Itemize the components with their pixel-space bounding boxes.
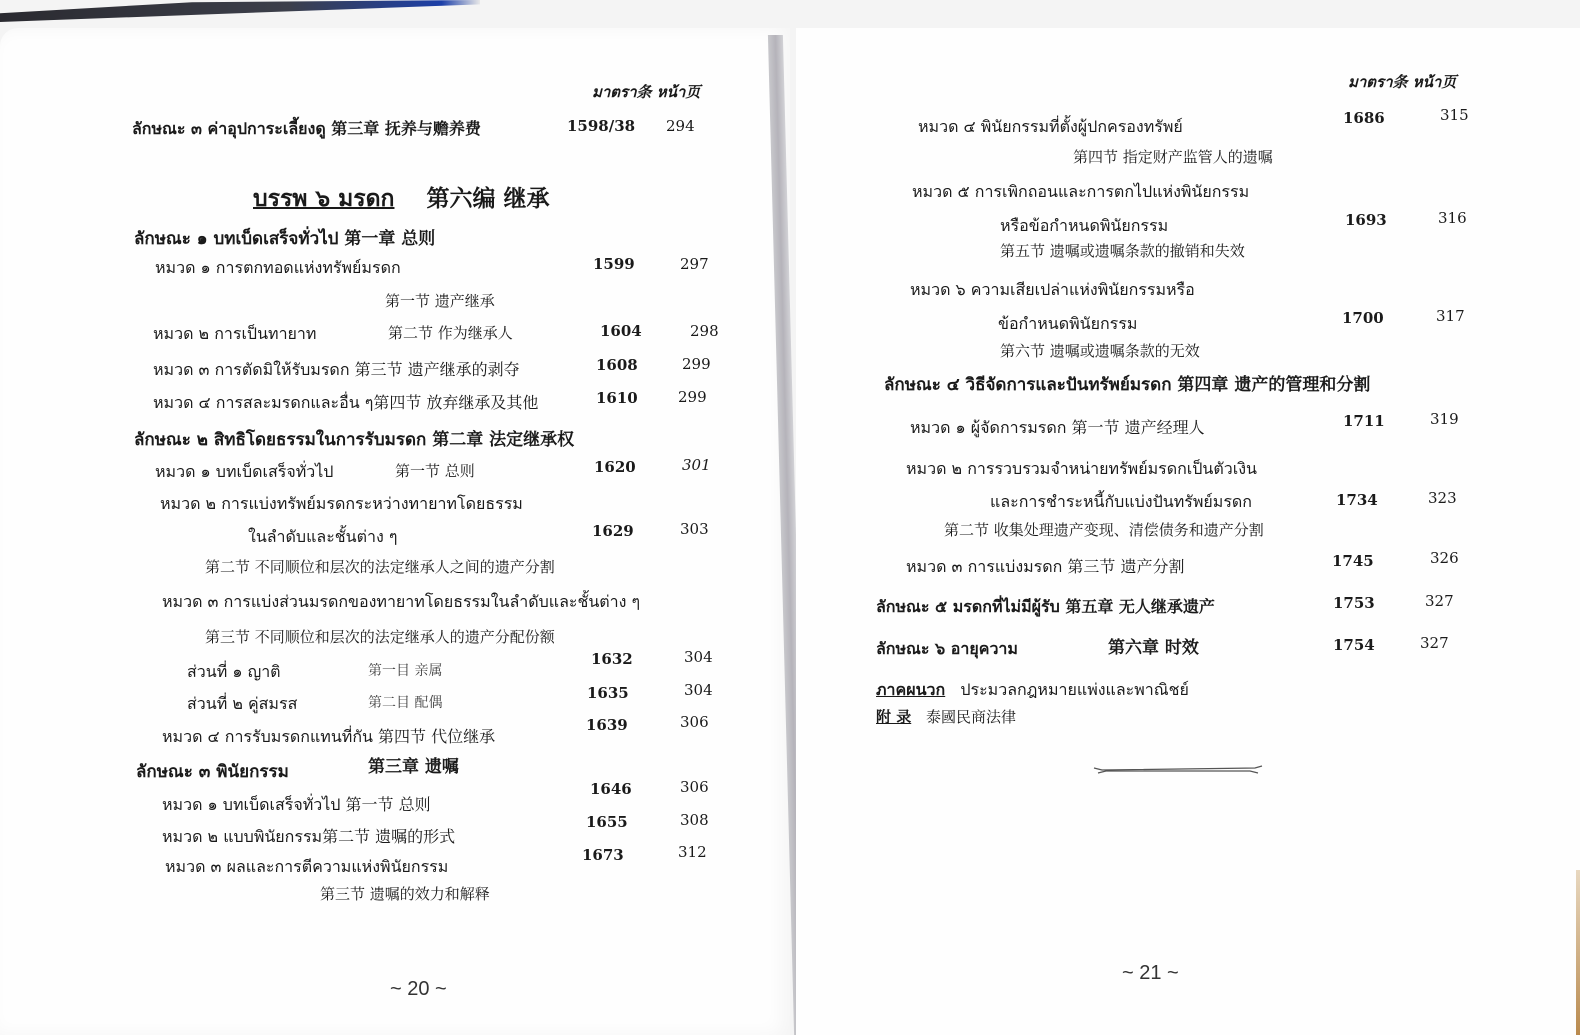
article-number: 1734 [1336, 491, 1378, 509]
page-number-left: ~ 20 ~ [390, 978, 447, 1000]
toc-entry: หมวด ๖ ความเสียเปล่าแห่งพินัยกรรมหรือ [910, 280, 1195, 299]
toc-entry: ลักษณะ ๑ บทเบ็ดเสร็จทั่วไป 第一章 总则 [134, 229, 436, 249]
toc-entry: หมวด ๓ ผลและการตีความแห่งพินัยกรรม [165, 857, 449, 876]
toc-entry: หมวด ๔ การสละมรดกและอื่น ๆ第四节 放弃继承及其他 [153, 393, 539, 412]
toc-entry: หมวด ๑ ผู้จัดการมรดก 第一节 遗产经理人 [910, 418, 1205, 437]
article-number: 1599 [593, 255, 635, 273]
page-ref: 299 [678, 388, 707, 406]
toc-entry: ส่วนที่ ๑ ญาติ [187, 662, 281, 681]
page-ref: 306 [680, 713, 709, 731]
toc-entry-cn: 第六章 时效 [1108, 638, 1199, 658]
page-ref: 317 [1436, 307, 1465, 325]
page-ref: 323 [1428, 489, 1457, 507]
appendix-title: ประมวลกฎหมายแพ่งและพาณิชย์ [960, 680, 1189, 699]
article-number: 1693 [1345, 211, 1387, 229]
article-number: 1646 [590, 780, 632, 798]
article-number: 1620 [594, 458, 636, 476]
article-number: 1754 [1333, 636, 1375, 654]
appendix-entry-cn [876, 706, 1016, 727]
toc-entry: ลักษณะ ๓ พินัยกรรม [136, 762, 289, 782]
toc-entry: หมวด ๒ การเป็นทายาท [153, 324, 317, 343]
toc-entry: ลักษณะ ๒ สิทธิโดยธรรมในการรับมรดก 第二章 法定继承权 [134, 430, 575, 450]
toc-entry-continued: หรือข้อกำหนดพินัยกรรม [1000, 216, 1169, 235]
article-number: 1700 [1342, 309, 1384, 327]
article-number: 1598/38 [567, 117, 636, 135]
toc-entry: 第一节 遗产继承 [385, 292, 495, 310]
page-ref: 326 [1430, 549, 1459, 567]
article-number: 1629 [592, 522, 634, 540]
appendix-title: 泰國民商法律 [926, 708, 1017, 726]
article-number: 1635 [587, 684, 629, 702]
toc-entry: หมวด ๑ การตกทอดแห่งทรัพย์มรดก [155, 258, 401, 277]
toc-entry-continued: ข้อกำหนดพินัยกรรม [998, 314, 1138, 333]
toc-entry: ลักษณะ ๕ มรดกที่ไม่มีผู้รับ 第五章 无人继承遗产 [876, 597, 1215, 616]
book-heading-thai: บรรพ ๖ มรดก [253, 185, 395, 212]
page-ref: 303 [680, 520, 709, 538]
article-number: 1608 [596, 356, 638, 374]
page-ref: 294 [666, 117, 695, 135]
toc-entry: หมวด ๓ การตัดมิให้รับมรดก 第三节 遗产继承的剥夺 [153, 360, 520, 379]
article-number: 1686 [1343, 109, 1385, 127]
column-header-left: มาตรา条 หน้า页 [592, 83, 701, 101]
background-strip [0, 0, 480, 22]
article-number: 1655 [586, 813, 628, 831]
toc-entry: ลักษณะ ๔ วิธีจัดการและปันทรัพย์มรดก 第四章 遗产的管理和分割 [884, 375, 1371, 395]
page-ref: 297 [680, 255, 709, 273]
page-ref: 304 [684, 648, 713, 666]
toc-entry-cn: 第一节 总则 [395, 462, 475, 480]
article-number: 1639 [586, 716, 628, 734]
toc-entry: หมวด ๕ การเพิกถอนและการตกไปแห่งพินัยกรรม [912, 182, 1250, 201]
toc-entry: หมวด ๓ การแบ่งส่วนมรดกของทายาทโดยธรรมในลำดับและชั้นต่าง ๆ [162, 592, 641, 611]
toc-entry-cn: 第六节 遗嘱或遗嘱条款的无效 [1000, 342, 1200, 360]
article-number: 1753 [1333, 594, 1375, 612]
ornament-divider-icon [1090, 762, 1265, 778]
toc-entry: ลักษณะ ๖ อายุความ [876, 639, 1018, 658]
page-edge [1576, 870, 1580, 1035]
toc-entry-cn: 第三节 不同顺位和层次的法定继承人的遗产分配份额 [205, 628, 555, 646]
toc-entry-cn: 第一目 亲属 [368, 663, 443, 679]
book-heading-cn: 第六编 继承 [426, 185, 550, 212]
toc-entry: หมวด ๔ พินัยกรรมที่ตั้งผู้ปกครองทรัพย์ [918, 117, 1183, 136]
page-ref: 306 [680, 778, 709, 796]
toc-entry: หมวด ๒ แบบพินัยกรรม第二节 遗嘱的形式 [162, 827, 456, 846]
page-ref: 316 [1438, 209, 1467, 227]
page-ref: 312 [678, 843, 707, 861]
page-ref: 319 [1430, 410, 1459, 428]
article-number: 1745 [1332, 552, 1374, 570]
column-header-right: มาตรา条 หน้า页 [1348, 73, 1457, 91]
toc-entry: หมวด ๒ การแบ่งทรัพย์มรดกระหว่างทายาทโดยธรรม [160, 494, 523, 513]
page-ref: 315 [1440, 106, 1469, 124]
article-number: 1632 [591, 650, 633, 668]
toc-entry-cn: 第二节 作为继承人 [388, 324, 513, 342]
toc-entry: หมวด ๔ การรับมรดกแทนที่กัน 第四节 代位继承 [162, 727, 496, 746]
toc-entry-cn: 第三章 遗嘱 [368, 757, 459, 777]
toc-entry-cn: 第二目 配偶 [368, 695, 443, 711]
toc-entry: หมวด ๓ การแบ่งมรดก 第三节 遗产分割 [906, 557, 1185, 576]
page-number-right: ~ 21 ~ [1122, 962, 1179, 984]
toc-entry-cn: 第四节 指定财产监管人的遗嘱 [1073, 148, 1273, 166]
article-number: 1604 [600, 322, 642, 340]
toc-entry: หมวด ๒ การรวบรวมจำหน่ายทรัพย์มรดกเป็นตัวเงิน [906, 459, 1257, 478]
page-ref: 298 [690, 322, 719, 340]
toc-entry-continued: ในลำดับและชั้นต่าง ๆ [248, 527, 398, 546]
page-ref: 327 [1420, 634, 1449, 652]
book-heading [253, 180, 550, 217]
page-ref: 301 [682, 456, 711, 474]
toc-entry-cn: 第二节 收集处理遗产变现、清偿债务和遗产分割 [944, 521, 1264, 539]
toc-entry-cn: 第三节 遗嘱的效力和解释 [320, 885, 490, 903]
toc-entry: หมวด ๑ บทเบ็ดเสร็จทั่วไป 第一节 总则 [162, 795, 431, 814]
toc-entry-continued: และการชำระหนี้กับแบ่งปันทรัพย์มรดก [990, 492, 1252, 511]
toc-entry-cn: 第五节 遗嘱或遗嘱条款的撤销和失效 [1000, 242, 1245, 260]
page-ref: 304 [684, 681, 713, 699]
toc-entry: ลักษณะ ๓ ค่าอุปการะเลี้ยงดู 第三章 抚养与赡养费 [132, 119, 481, 138]
article-number: 1673 [582, 846, 624, 864]
article-number: 1610 [596, 389, 638, 407]
page-ref: 299 [682, 355, 711, 373]
page-ref: 308 [680, 811, 709, 829]
toc-entry-cn: 第二节 不同顺位和层次的法定继承人之间的遗产分割 [205, 558, 555, 576]
toc-entry: หมวด ๑ บทเบ็ดเสร็จทั่วไป [155, 462, 334, 481]
appendix-label: 附 录 [876, 708, 912, 726]
page-ref: 327 [1425, 592, 1454, 610]
appendix-entry-thai [876, 678, 1189, 703]
toc-entry: ส่วนที่ ๒ คู่สมรส [187, 694, 298, 713]
article-number: 1711 [1343, 412, 1385, 430]
appendix-label: ภาคผนวก [876, 680, 946, 699]
